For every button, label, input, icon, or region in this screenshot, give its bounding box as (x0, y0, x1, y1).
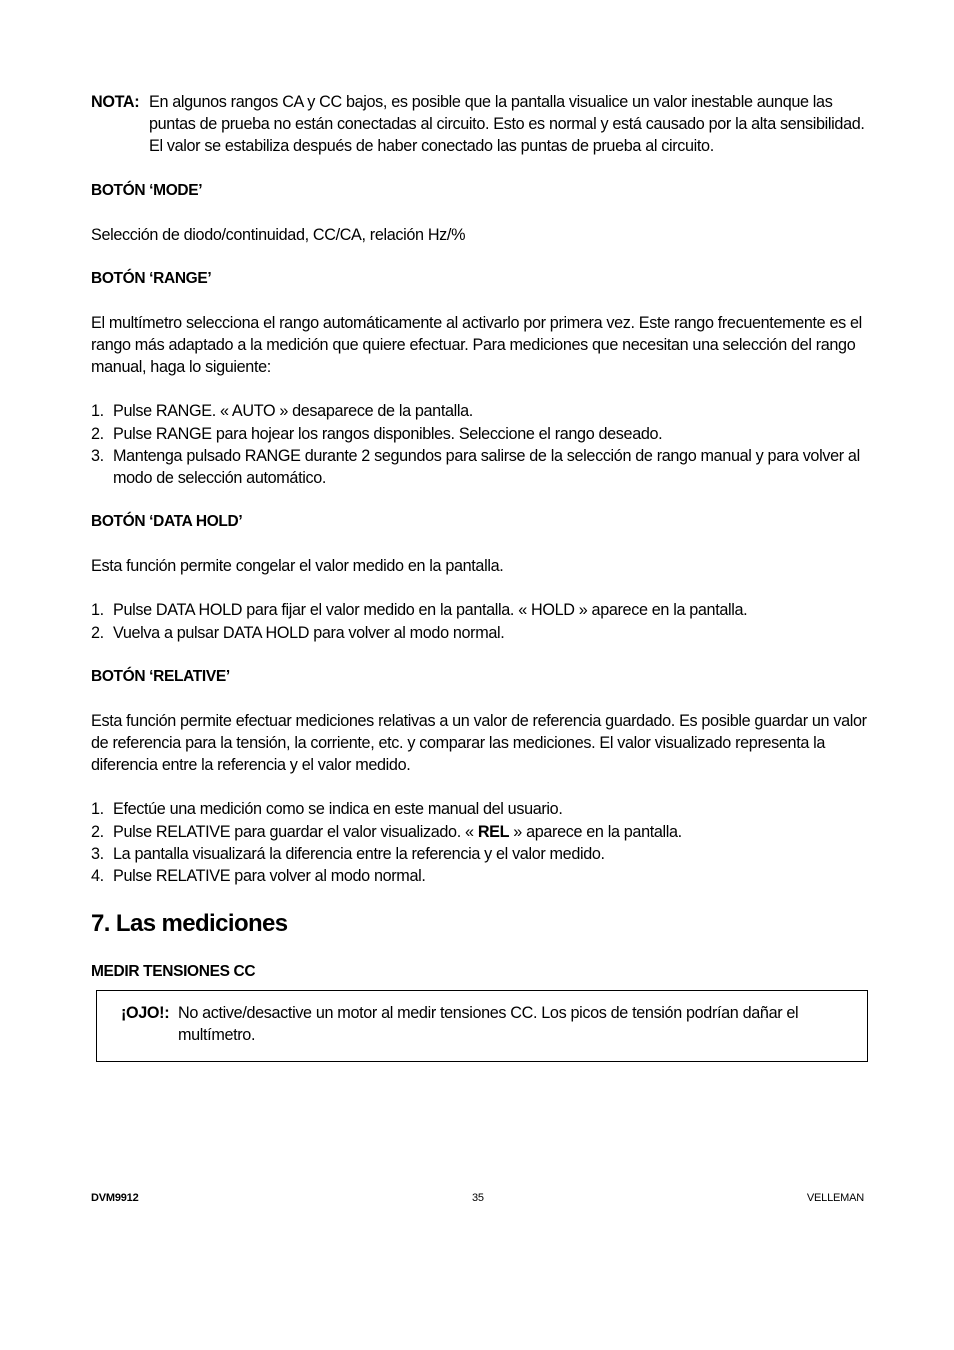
warning-label: ¡OJO!: (121, 1004, 170, 1022)
section-subheading: MEDIR TENSIONES CC (91, 963, 256, 981)
list-item: 1. Pulse RANGE. « AUTO » desaparece de la pantalla. (91, 402, 473, 421)
hold-steps (91, 599, 871, 643)
note-block (91, 91, 871, 158)
note-text: En algunos rangos CA y CC bajos, es posible que la pantalla visualice un valor inestable aunque las puntas de prueba no están conectadas al circuito. Esto es normal y está causado por la alta sensibilidad. El valor se estabiliza después de haber conectado las puntas de prueba al circuito. (149, 93, 865, 156)
hold-heading: BOTÓN ‘DATA HOLD’ (91, 513, 243, 531)
section-title: 7. Las mediciones (91, 910, 288, 938)
range-text: El multímetro selecciona el rango automáticamente al activarlo por primera vez. Este rango frecuentemente es el rango más adaptado a la medición que quiere efectuar. Para mediciones que necesitan una selección del rango manual, haga lo siguiente: (91, 313, 862, 377)
list-item: 1. Pulse DATA HOLD para fijar el valor medido en la pantalla. « HOLD » aparece en la pantalla. (91, 601, 748, 620)
hold-text: Esta función permite congelar el valor medido en la pantalla. (91, 557, 504, 576)
note-label: NOTA: (91, 93, 140, 111)
warning-text: No active/desactive un motor al medir tensiones CC. Los picos de tensión podrían dañar el multímetro. (178, 1004, 799, 1045)
list-item: 1. Efectúe una medición como se indica en este manual del usuario. (91, 800, 563, 819)
list-item: 2. Vuelva a pulsar DATA HOLD para volver al modo normal. (91, 623, 505, 642)
relative-heading: BOTÓN ‘RELATIVE’ (91, 667, 230, 685)
list-item: 3. La pantalla visualizará la diferencia entre la referencia y el valor medido. (91, 844, 605, 863)
footer-page-number: 35 (472, 1192, 484, 1204)
warning-block (121, 1002, 867, 1046)
relative-text: Esta función permite efectuar mediciones relativas a un valor de referencia guardado. Es posible guardar un valor de referencia para la tensión, la corriente, etc. y comparar las mediciones. El valor visualizado representa la diferencia entre la referencia y el valor medido. (91, 711, 867, 775)
list-item: 2. Pulse RELATIVE para guardar el valor visualizado. « REL » aparece en la pantalla. (91, 822, 682, 841)
range-heading: BOTÓN ‘RANGE’ (91, 269, 212, 287)
mode-text: Selección de diodo/continuidad, CC/CA, relación Hz/% (91, 225, 466, 244)
footer-brand: VELLEMAN (806, 1192, 864, 1204)
page-body (91, 91, 871, 1005)
range-steps (91, 400, 871, 489)
list-item: 3. Mantenga pulsado RANGE durante 2 segundos para salirse de la selección de rango manual y para volver al modo de selección automático. (91, 446, 860, 488)
footer-model: DVM9912 (91, 1192, 139, 1204)
mode-heading: BOTÓN ‘MODE’ (91, 181, 203, 199)
relative-steps (91, 798, 871, 887)
list-item: 2. Pulse RANGE para hojear los rangos disponibles. Seleccione el rango deseado. (91, 424, 663, 443)
warning-box (96, 990, 868, 1062)
list-item: 4. Pulse RELATIVE para volver al modo normal. (91, 867, 426, 886)
